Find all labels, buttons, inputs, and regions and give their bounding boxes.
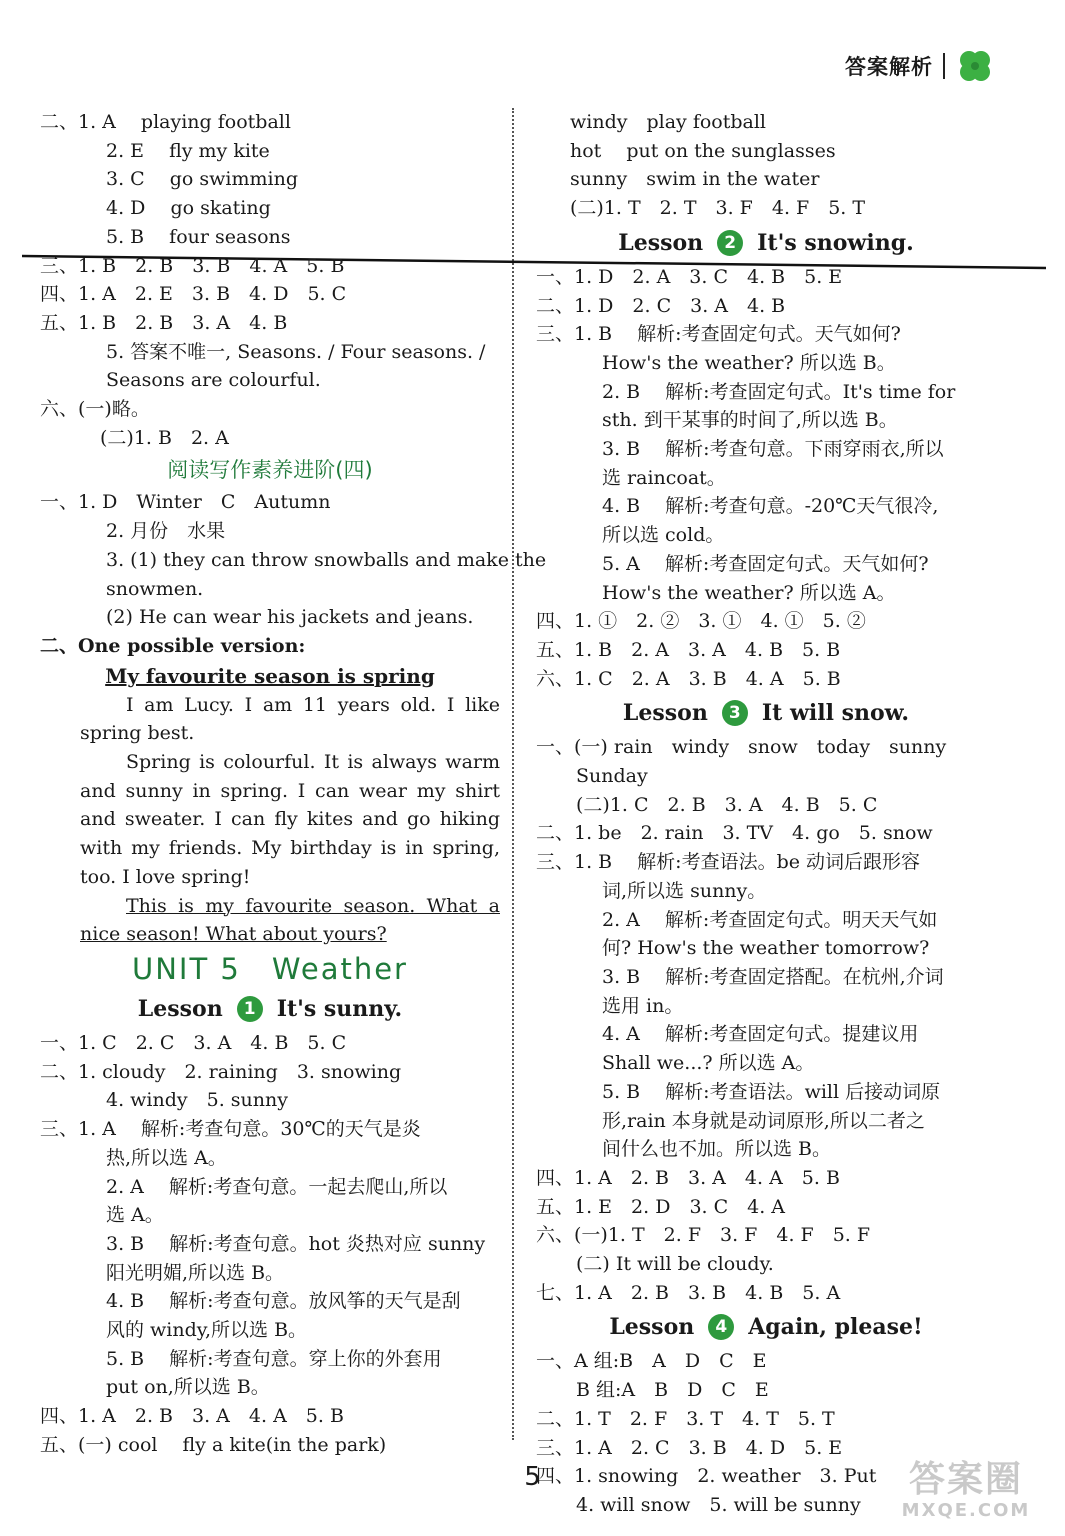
- answer-line: 三、1. A 2. C 3. B 4. D 5. E: [536, 1436, 843, 1459]
- header-divider: [943, 53, 945, 79]
- clover-icon: [955, 46, 995, 86]
- answer-line: 间什么也不加。所以选 B。: [602, 1138, 832, 1161]
- answer-line: 所以选 cold。: [602, 524, 725, 547]
- answer-line: 二、1. D 2. C 3. A 4. B: [536, 294, 786, 317]
- answer-line: 3. B 解析:考查句意。下雨穿雨衣,所以: [602, 438, 944, 461]
- lesson-heading: [536, 693, 996, 733]
- answer-line: 二、1. be 2. rain 3. TV 4. go 5. snow: [536, 822, 933, 845]
- answer-line: 二、One possible version:: [40, 634, 306, 657]
- answer-line: 阳光明媚,所以选 B。: [106, 1261, 285, 1284]
- answer-line: 词,所以选 sunny。: [602, 879, 767, 902]
- answer-line: 4. B 解析:考查句意。放风筝的天气是刮: [106, 1290, 461, 1313]
- left-column: [40, 108, 547, 1460]
- answer-line: 三、1. A 解析:考查句意。30℃的天气是炎: [40, 1118, 421, 1141]
- answer-line: (二)1. T 2. T 3. F 4. F 5. T: [570, 197, 866, 220]
- answer-line: B 组:A B D C E: [576, 1379, 769, 1402]
- answer-line: 选 raincoat。: [602, 466, 726, 489]
- answer-line: sth. 到干某事的时间了,所以选 B。: [602, 409, 898, 432]
- answer-line: snowmen.: [106, 577, 204, 600]
- answer-line: 五、(一) cool fly a kite(in the park): [40, 1433, 387, 1456]
- lesson-number-badge: 4: [708, 1314, 734, 1340]
- essay-paragraph: This is my favourite season. What a nice season! What about yours?: [80, 894, 500, 946]
- answer-line: (二)1. B 2. A: [100, 426, 229, 449]
- answer-line: 热,所以选 A。: [106, 1146, 227, 1169]
- lesson-title: It will snow.: [761, 700, 910, 727]
- answer-line: 选 A。: [106, 1204, 164, 1227]
- answer-line: 六、(一)略。: [40, 398, 150, 421]
- answer-line: (二) It will be cloudy.: [576, 1253, 774, 1276]
- answer-line: 2. A 解析:考查固定句式。明天天气如: [602, 908, 938, 931]
- answer-line: sunny swim in the water: [570, 168, 820, 191]
- lesson-heading: [536, 1307, 996, 1347]
- answer-line: 四、1. ① 2. ② 3. ① 4. ① 5. ②: [536, 610, 866, 633]
- answer-line: 形,rain 本身就是动词原形,所以二者之: [602, 1109, 925, 1132]
- answer-line: How's the weather? 所以选 A。: [602, 581, 896, 604]
- lesson-label: Lesson: [618, 229, 704, 256]
- answer-line: 5. 答案不唯一, Seasons. / Four seasons. /: [106, 340, 486, 363]
- essay-paragraph: Spring is colourful. It is always warm and sunny in spring. I can wear my shirt and sweater. I can fly kites and go hiking with my friends. My birthday is in spring, too. I love spring!: [80, 751, 500, 888]
- answer-line: 风的 windy,所以选 B。: [106, 1319, 308, 1342]
- answer-line: 5. B 解析:考查句意。穿上你的外套用: [106, 1347, 442, 1370]
- answer-line: 一、A 组:B A D C E: [536, 1350, 767, 1373]
- lesson-title: Again, please!: [748, 1314, 923, 1341]
- answer-line: 2. 月份 水果: [106, 520, 226, 543]
- answer-line: 一、1. D 2. A 3. C 4. B 5. E: [536, 265, 843, 288]
- lesson-number-badge: 2: [717, 230, 743, 256]
- answer-line: 五、1. B 2. A 3. A 4. B 5. B: [536, 638, 841, 661]
- lesson-heading: [536, 223, 996, 263]
- answer-line: 一、1. D Winter C Autumn: [40, 491, 331, 514]
- answer-line: 5. B 解析:考查语法。will 后接动词原: [602, 1080, 941, 1103]
- lesson-label: Lesson: [609, 1314, 695, 1341]
- answer-line: 2. A 解析:考查句意。一起去爬山,所以: [106, 1175, 448, 1198]
- answer-line: Shall we...? 所以选 A。: [602, 1052, 815, 1075]
- answer-line: 五、1. B 2. B 3. A 4. B: [40, 311, 288, 334]
- answer-line: 5. B four seasons: [106, 225, 291, 248]
- answer-line: 六、(一)1. T 2. F 3. F 4. F 5. F: [536, 1224, 871, 1247]
- answer-line: Seasons are colourful.: [106, 369, 321, 392]
- answer-line: 六、1. C 2. A 3. B 4. A 5. B: [536, 667, 841, 690]
- answer-line: 四、1. A 2. B 3. A 4. A 5. B: [536, 1166, 840, 1189]
- answer-line: 3. (1) they can throw snowballs and make the: [106, 548, 547, 571]
- answer-line: 四、1. A 2. E 3. B 4. D 5. C: [40, 283, 347, 306]
- answer-line: Sunday: [576, 765, 648, 788]
- answer-line: 3. B 解析:考查固定搭配。在杭州,介词: [602, 965, 944, 988]
- lesson-label: Lesson: [622, 700, 708, 727]
- lesson-number-badge: 1: [237, 996, 263, 1022]
- answer-line: 4. D go skating: [106, 197, 271, 220]
- answer-line: 2. E fly my kite: [106, 139, 270, 162]
- page-header: [845, 46, 995, 86]
- right-column: [536, 108, 996, 1520]
- answer-line: 二、1. cloudy 2. raining 3. snowing: [40, 1060, 402, 1083]
- unit-title: UNIT 5 Weather: [132, 951, 408, 986]
- answer-line: 4. A 解析:考查固定句式。提建议用: [602, 1023, 919, 1046]
- answer-line: put on,所以选 B。: [106, 1376, 270, 1399]
- watermark: [881, 1460, 1051, 1530]
- lesson-title: It's snowing.: [757, 229, 914, 256]
- answer-line: 选用 in。: [602, 994, 684, 1017]
- answer-line: How's the weather? 所以选 B。: [602, 351, 896, 374]
- lesson-label: Lesson: [137, 995, 223, 1022]
- answer-line: hot put on the sunglasses: [570, 139, 836, 162]
- watermark-title: 答案圈: [908, 1459, 1023, 1500]
- watermark-url: MXQE.COM: [901, 1500, 1031, 1521]
- essay-title: My favourite season is spring: [105, 663, 435, 688]
- answer-line: 四、1. A 2. B 3. A 4. A 5. B: [40, 1405, 344, 1428]
- header-title: 答案解析: [845, 55, 933, 79]
- answer-line: (2) He can wear his jackets and jeans.: [106, 606, 474, 629]
- answer-line: windy play football: [570, 111, 767, 133]
- section-title: 阅读写作素养进阶(四): [167, 458, 373, 483]
- lesson-number-badge: 3: [722, 700, 748, 726]
- essay-paragraph: I am Lucy. I am 11 years old. I like spring best.: [80, 693, 500, 745]
- answer-line: 4. B 解析:考查句意。-20℃天气很冷,: [602, 495, 939, 518]
- answer-line: 四、1. snowing 2. weather 3. Put: [536, 1465, 877, 1488]
- lesson-title: It's sunny.: [276, 995, 403, 1022]
- answer-line: 五、1. E 2. D 3. C 4. A: [536, 1195, 786, 1218]
- answer-line: 2. B 解析:考查固定句式。It's time for: [602, 380, 956, 403]
- answer-line: 3. B 解析:考查句意。hot 炎热对应 sunny: [106, 1232, 486, 1255]
- column-divider: [512, 108, 514, 1440]
- answer-line: 二、1. T 2. F 3. T 4. T 5. T: [536, 1407, 835, 1430]
- answer-line: 二、1. A playing football: [40, 111, 291, 133]
- page-number: 5: [524, 1462, 541, 1492]
- lesson-heading: [40, 989, 500, 1029]
- answer-line: 七、1. A 2. B 3. B 4. B 5. A: [536, 1281, 841, 1304]
- answer-line: 4. windy 5. sunny: [106, 1089, 289, 1112]
- answer-line: (二)1. C 2. B 3. A 4. B 5. C: [576, 793, 878, 816]
- answer-line: 三、1. B 解析:考查固定句式。天气如何?: [536, 323, 901, 346]
- essay: [40, 691, 500, 949]
- answer-line: 何? How's the weather tomorrow?: [602, 937, 930, 960]
- answer-line: 4. will snow 5. will be sunny: [576, 1493, 861, 1516]
- answer-line: 3. C go swimming: [106, 168, 298, 191]
- answer-line: 三、1. B 解析:考查语法。be 动词后跟形容: [536, 851, 921, 874]
- answer-line: 一、1. C 2. C 3. A 4. B 5. C: [40, 1031, 347, 1054]
- answer-line: 5. A 解析:考查固定句式。天气如何?: [602, 552, 929, 575]
- answer-line: 三、1. B 2. B 3. B 4. A 5. B: [40, 254, 345, 277]
- answer-line: 一、(一) rain windy snow today sunny: [536, 736, 947, 759]
